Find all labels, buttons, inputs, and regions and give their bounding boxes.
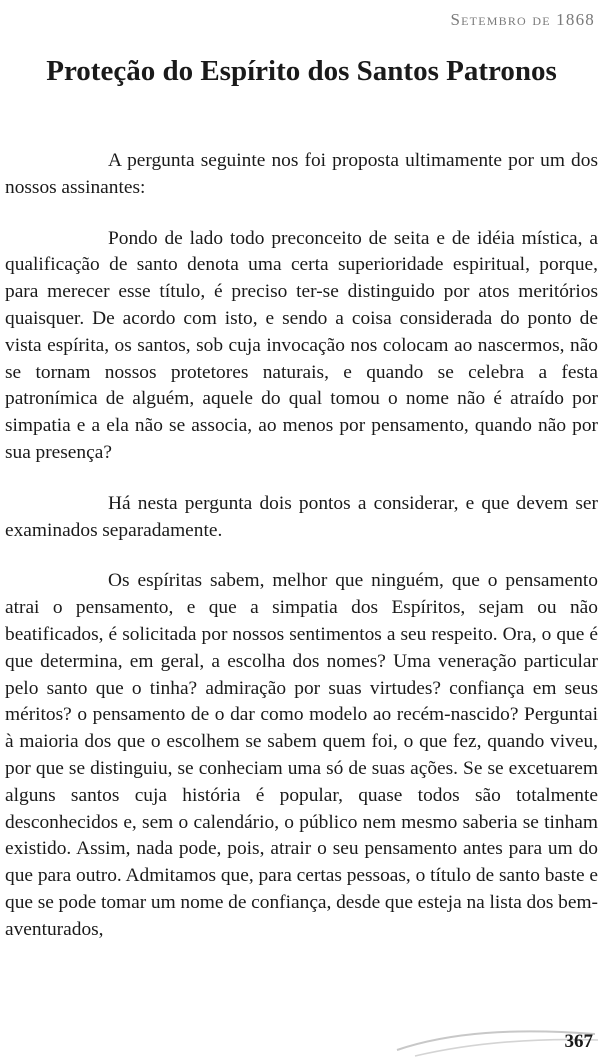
page-number: 367 [564, 1031, 593, 1052]
paragraph-two-points: Há nesta pergunta dois pontos a considerar, e que devem ser examinados separadamente. [5, 492, 598, 541]
running-header: Setembro de 1868 [450, 10, 595, 29]
paragraph-answer: Os espíritas sabem, melhor que ninguém, que o pensamento atrai o pensamento, e que a simpatia dos Espíritos, sejam ou não beatificados, é solicitada por nossos sentimentos a seu respeito. Ora, o que é que determina, em geral, a escolha dos nomes? Uma veneração particular pelo santo que o tinha? admiração por suas virtudes? confiança em seus méritos? o pensamento de o dar como modelo ao recém-nascido? Perguntai à maioria dos que o escolhem se sabem quem foi, o que fez, quando viveu, por que se distinguiu, se conheciam uma só de suas ações. Se se excetuarem alguns santos cuja história é popular, quase todos são totalmente desconhecidos e, sem o calendário, o público nem mesmo saberia se tinham existido. Assim, nada pode, pois, atrair o seu pensamento antes para um do que para outro. Admitamos que, para certas pessoas, o título de santo baste e que se pode tomar um nome de confiança, desde que esteja na lista dos bem-aventurados, [5, 570, 598, 940]
article-title: Proteção do Espírito dos Santos Patronos [46, 55, 557, 87]
paragraph-question: Pondo de lado todo preconceito de seita e de idéia mística, a qualificação de santo denota uma certa superioridade espiritual, porque, para merecer esse título, é preciso ter-se distinguido por atos meritórios quaisquer. De acordo com isto, e sendo a coisa considerada do ponto de vista espírita, os santos, sob cuja invocação nos colocam ao nascermos, não se tornam nossos protetores naturais, e quando se celebra a festa patronímica de alguém, aquele do qual tomou o nome não é atraído por simpatia e a ela não se associa, ao menos por pensamento, quando não por sua presença? [5, 227, 598, 463]
paragraph-question-intro: A pergunta seguinte nos foi proposta ultimamente por um dos nossos assinantes: [5, 150, 598, 198]
article-body [5, 148, 598, 968]
